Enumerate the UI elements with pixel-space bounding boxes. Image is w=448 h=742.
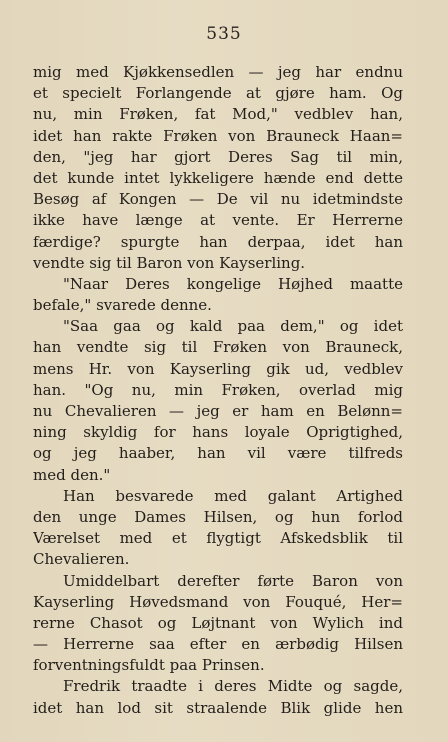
- text-line: ning skyldig for hans loyale Oprigtighed,: [33, 423, 403, 442]
- text-line: — Herrerne saa efter en ærbødig Hilsen: [33, 635, 403, 654]
- text-line: idet han rakte Frøken von Brauneck Haan=: [33, 126, 403, 145]
- text-line: befale," svarede denne.: [33, 296, 212, 315]
- text-line: Besøg af Kongen — De vil nu idetmindste: [33, 190, 403, 209]
- text-line: den, "jeg har gjort Deres Sag til min,: [33, 147, 403, 166]
- text-line: forventningsfuldt paa Prinsen.: [33, 656, 265, 675]
- text-line: Kayserling Høvedsmand von Fouqué, Her=: [33, 592, 403, 611]
- text-line: Fredrik traadte i deres Midte og sagde,: [63, 677, 403, 696]
- text-line: og jeg haaber, han vil være tilfreds: [33, 444, 403, 463]
- page-number: 535: [206, 24, 242, 44]
- text-line: rerne Chasot og Løjtnant von Wylich ind: [33, 613, 403, 632]
- text-line: Værelset med et flygtigt Afskedsblik til: [33, 529, 403, 548]
- text-line: mens Hr. von Kayserling gik ud, vedblev: [33, 359, 403, 378]
- text-line: et specielt Forlangende at gjøre ham. Og: [33, 84, 403, 103]
- text-line: "Saa gaa og kald paa dem," og idet: [63, 317, 403, 336]
- text-line: Han besvarede med galant Artighed: [63, 486, 403, 505]
- text-line: mig med Kjøkkensedlen — jeg har endnu: [33, 63, 403, 81]
- body-text: [33, 62, 403, 719]
- text-line: "Naar Deres kongelige Højhed maatte: [63, 274, 403, 293]
- text-line: Chevalieren.: [33, 550, 130, 569]
- text-line: vendte sig til Baron von Kayserling.: [33, 253, 306, 272]
- text-line: det kunde intet lykkeligere hænde end dette: [33, 168, 403, 187]
- text-line: han. "Og nu, min Frøken, overlad mig: [33, 380, 403, 399]
- text-line: den unge Dames Hilsen, og hun forlod: [33, 507, 403, 526]
- text-line: idet han lod sit straalende Blik glide hen: [33, 698, 403, 717]
- text-line: færdige? spurgte han derpaa, idet han: [33, 232, 403, 251]
- text-line: Umiddelbart derefter førte Baron von: [63, 571, 403, 590]
- text-line: nu, min Frøken, fat Mod," vedblev han,: [33, 105, 403, 124]
- text-line: han vendte sig til Frøken von Brauneck,: [33, 338, 403, 357]
- text-line: nu Chevalieren — jeg er ham en Belønn=: [33, 402, 403, 420]
- text-line: med den.": [33, 465, 111, 484]
- text-line: ikke have længe at vente. Er Herrerne: [33, 211, 403, 230]
